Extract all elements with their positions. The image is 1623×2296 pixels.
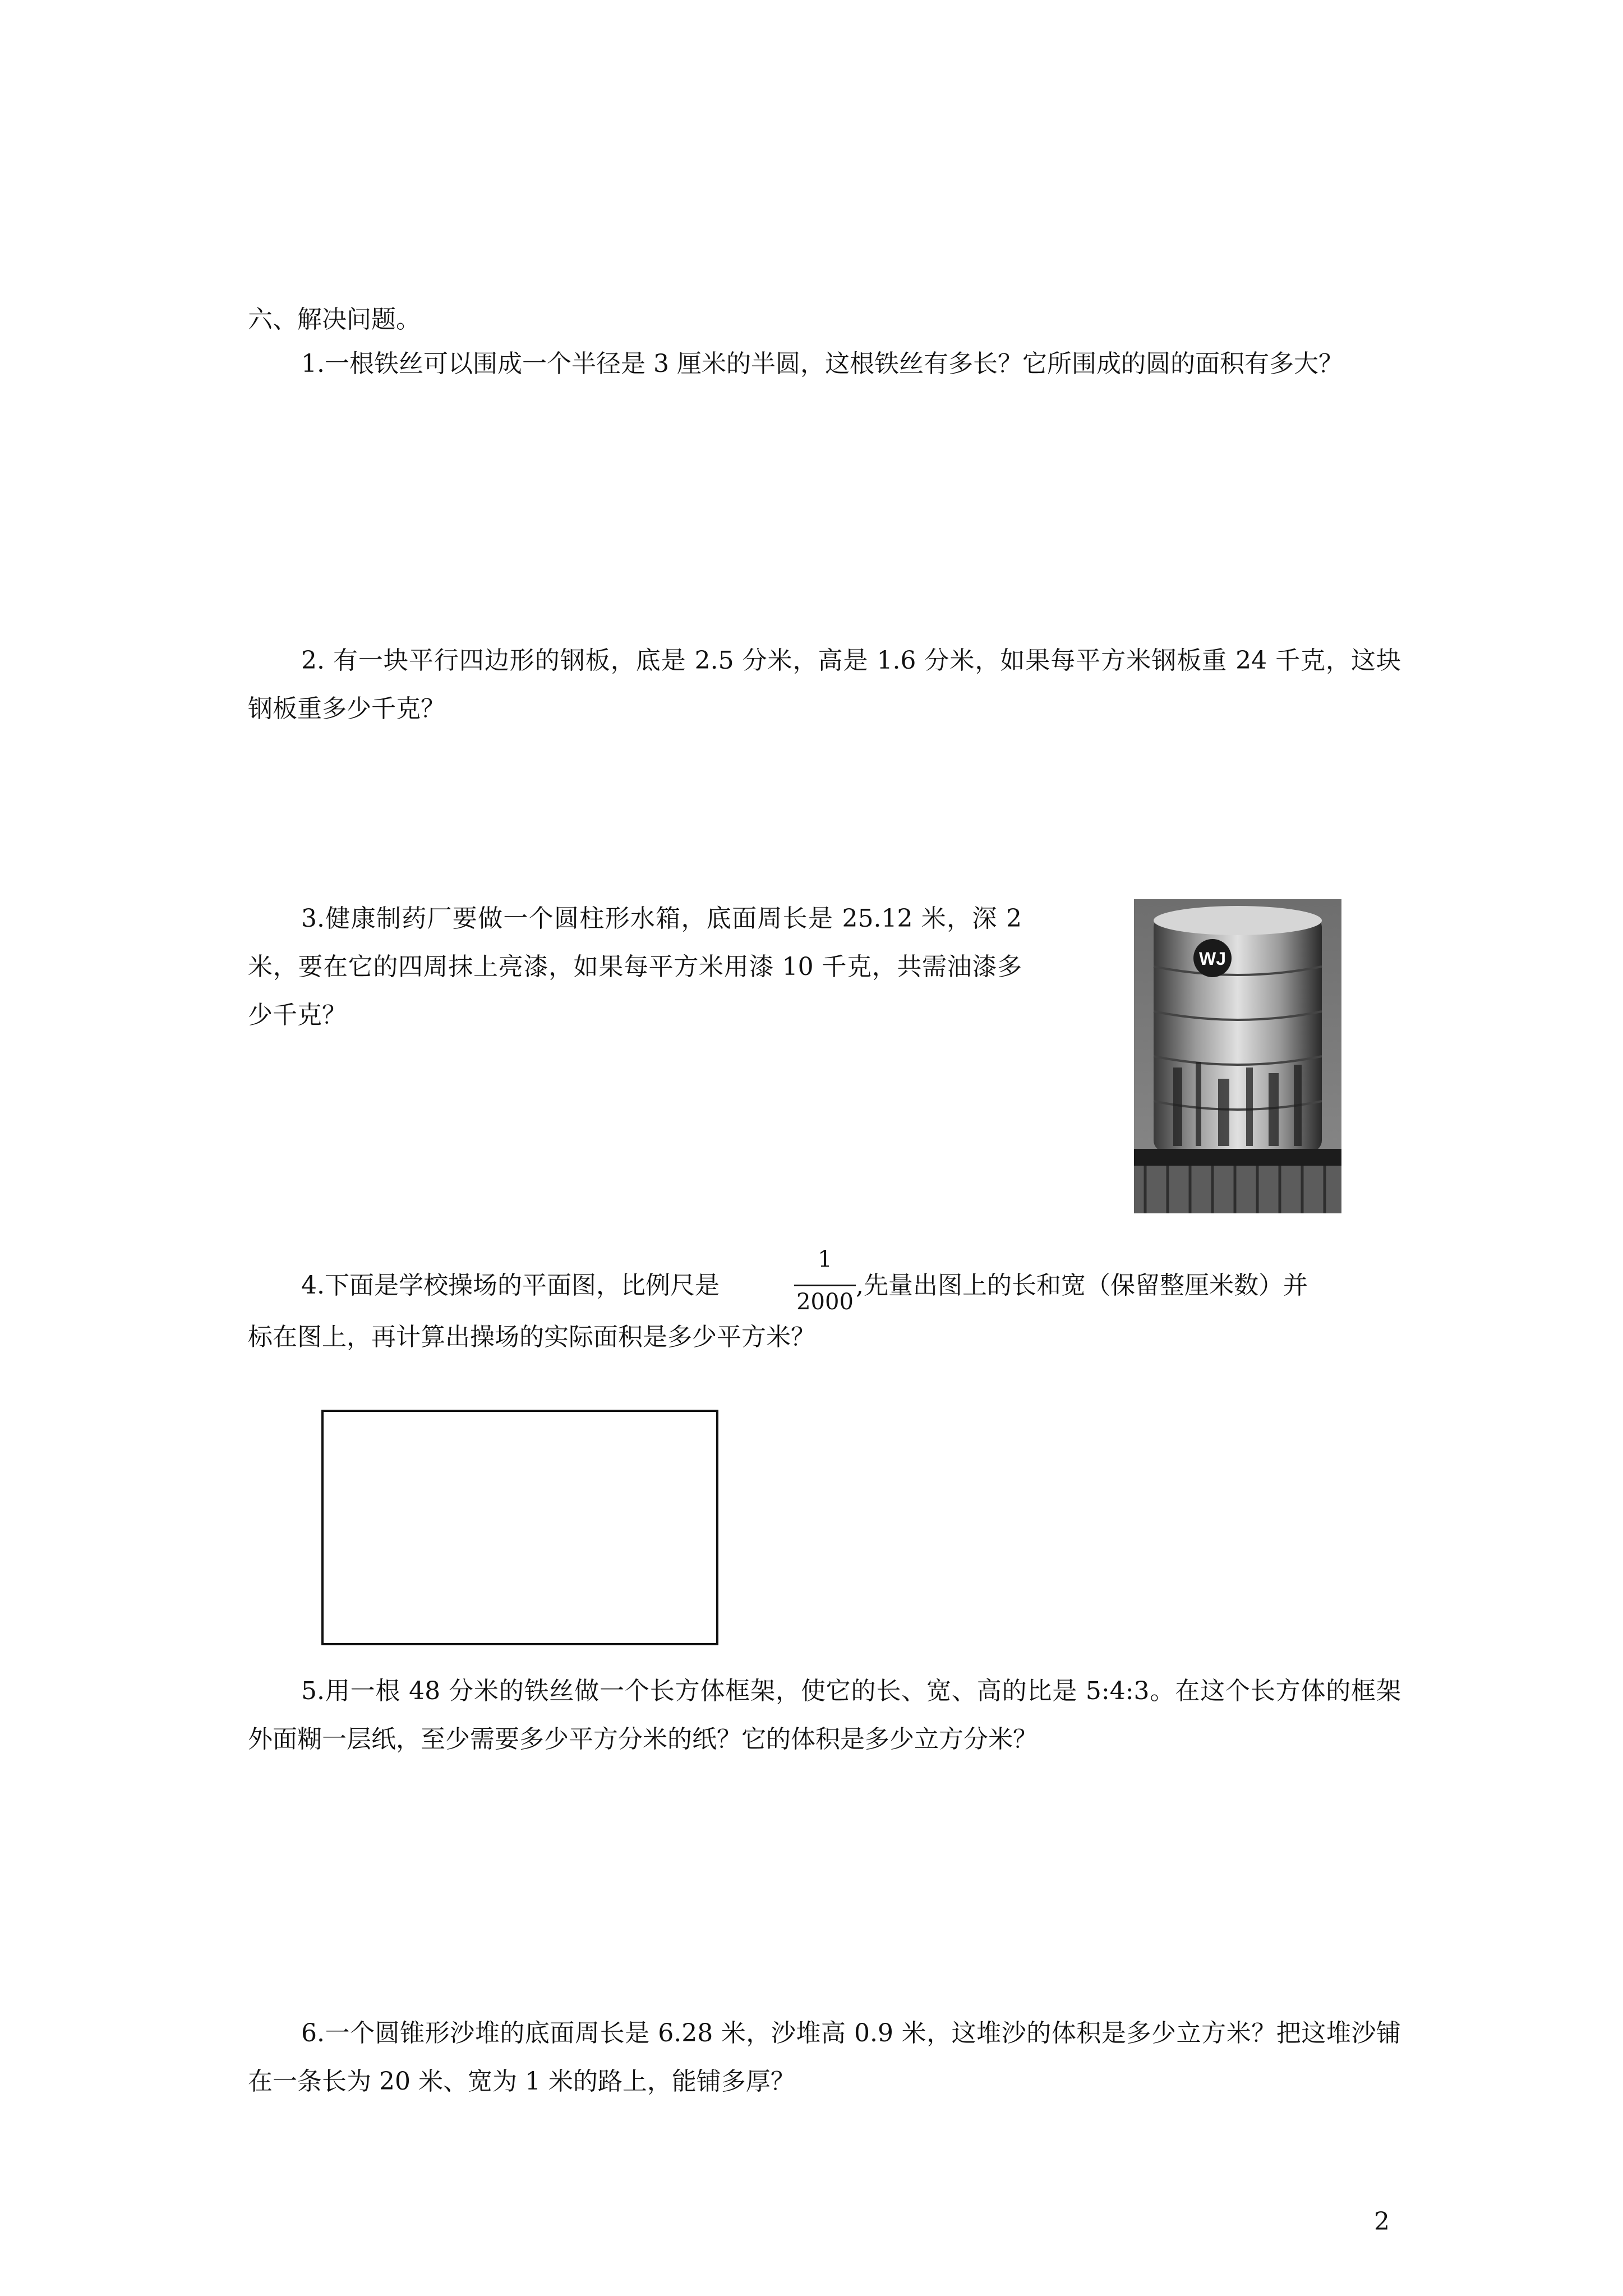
problem-4-text-post: ,先量出图上的长和宽（保留整厘米数）并	[856, 1271, 1308, 1300]
page-number: 2	[1374, 2207, 1390, 2236]
water-tank-photo	[1134, 899, 1341, 1213]
problem-1: 1.一根铁丝可以围成一个半径是 3 厘米的半圆，这根铁丝有多长？它所围成的圆的面积有多大？	[301, 349, 1343, 378]
problem-5: 5.用一根 48 分米的铁丝做一个长方体框架，使它的长、宽、高的比是 5:4:3。在这个长方体的框架外面糊一层纸，至少需要多少平方分米的纸？它的体积是多少立方分米？	[248, 1677, 1401, 1754]
problem-4-text-pre: 4.下面是学校操场的平面图，比例尺是	[301, 1271, 720, 1300]
problem-2: 2. 有一块平行四边形的钢板，底是 2.5 分米，高是 1.6 分米，如果每平方米钢板重 24 千克，这块钢板重多少千克？	[248, 646, 1401, 723]
scale-denominator: 2000	[796, 1289, 854, 1315]
scale-numerator: 1	[818, 1246, 832, 1272]
problem-3: 3.健康制药厂要做一个圆柱形水箱，底面周长是 25.12 米，深 2 米，要在它的四周抹上亮漆，如果每平方米用漆 10 千克，共需油漆多少千克？	[248, 904, 1022, 1029]
problem-6: 6.一个圆锥形沙堆的底面周长是 6.28 米，沙堆高 0.9 米，这堆沙的体积是多少立方米？把这堆沙铺在一条长为 20 米、宽为 1 米的路上，能铺多厚？	[248, 2019, 1401, 2096]
tank-logo-text: WJ	[1199, 949, 1226, 969]
fraction-bar	[794, 1285, 856, 1286]
problem-4-line-2: 标在图上，再计算出操场的实际面积是多少平方米？	[248, 1323, 815, 1351]
section-heading: 六、解决问题。	[248, 305, 421, 334]
playground-plan-rectangle	[321, 1410, 718, 1645]
